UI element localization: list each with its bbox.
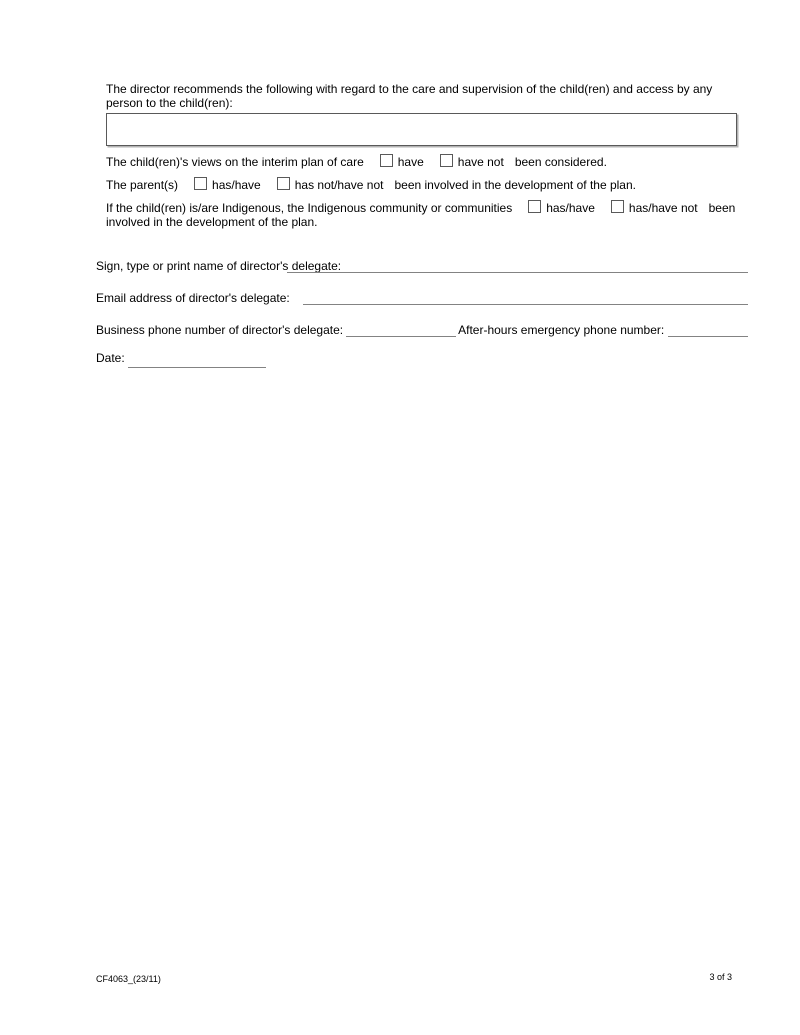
statement-parents [106, 177, 738, 192]
business-phone-field-line[interactable] [346, 326, 456, 337]
statement-text: If the child(ren) is/are Indigenous, the Indigenous community or communities [106, 201, 513, 215]
phone-numbers-row [96, 323, 748, 337]
page-number: 3 of 3 [709, 972, 732, 982]
statement-text: The child(ren)'s views on the interim plan of care [106, 155, 364, 169]
statement-indigenous [106, 200, 738, 229]
delegate-email-label: Email address of director's delegate: [96, 291, 290, 305]
form-number: CF4063_(23/11) [96, 974, 161, 984]
views-have-checkbox[interactable] [380, 154, 393, 167]
date-label: Date: [96, 351, 125, 365]
delegate-email-row [96, 291, 748, 305]
views-have-not-checkbox[interactable] [440, 154, 453, 167]
date-field-line[interactable] [128, 357, 266, 368]
checkbox-label: has/have [212, 178, 261, 192]
checkbox-label: have [397, 155, 424, 169]
statement-text: been involved in the development of the plan. [106, 201, 736, 229]
delegate-name-row [96, 259, 748, 273]
statement-text: been involved in the development of the plan. [394, 178, 636, 192]
date-row [96, 351, 748, 365]
checkbox-label: has/have [546, 201, 595, 215]
recommendation-label: The director recommends the following with regard to the care and supervision of the child(ren) and access by any person to the child(ren): [106, 82, 713, 110]
parents-has-not-have-not-checkbox[interactable] [277, 177, 290, 190]
parents-has-have-checkbox[interactable] [194, 177, 207, 190]
delegate-name-field-line[interactable] [287, 262, 748, 273]
after-hours-phone-field-line[interactable] [668, 326, 748, 337]
checkbox-label: has/have not [628, 201, 698, 215]
recommendation-textbox[interactable] [106, 113, 737, 146]
delegate-name-label: Sign, type or print name of director's delegate: [96, 259, 342, 273]
delegate-email-field-line[interactable] [303, 294, 748, 305]
after-hours-phone-label: After-hours emergency phone number: [458, 323, 665, 337]
statement-text: been considered. [514, 155, 607, 169]
business-phone-label: Business phone number of director's delegate: [96, 323, 344, 337]
indigenous-has-have-checkbox[interactable] [528, 200, 541, 213]
indigenous-has-have-not-checkbox[interactable] [611, 200, 624, 213]
checkbox-label: has not/have not [294, 178, 384, 192]
recommendation-section [106, 82, 738, 229]
checkbox-label: have not [457, 155, 504, 169]
statement-views [106, 154, 738, 169]
statement-text: The parent(s) [106, 178, 179, 192]
delegate-fields-section [96, 259, 748, 365]
